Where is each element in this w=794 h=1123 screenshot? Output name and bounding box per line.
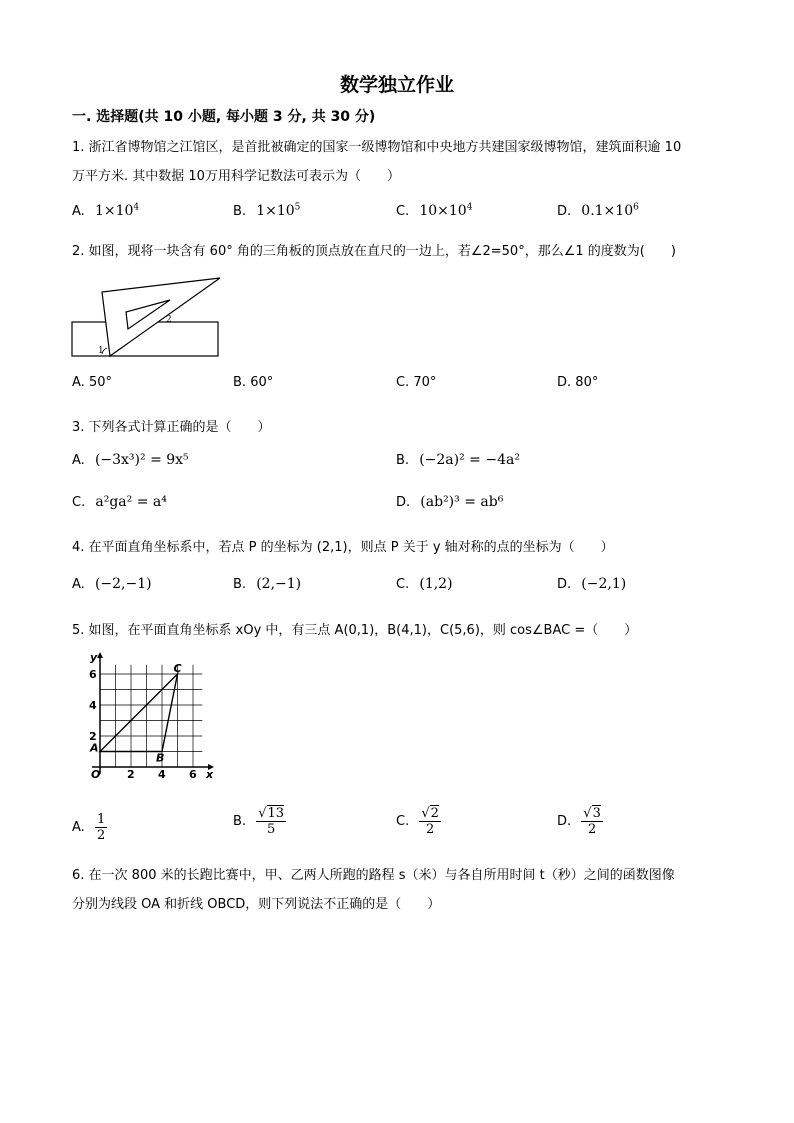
option-label: D. [557,814,572,829]
option-value: (−2,1) [581,576,627,592]
option-value: 10×10 [419,203,467,219]
fraction-numerator: 2 [430,806,439,821]
q6-text-line2: 分别为线段 OA 和折线 OBCD，则下列说法不正确的是（ ） [72,897,441,912]
origin-label: O [91,768,101,780]
option-label: B. [233,814,247,829]
q3-option-b[interactable] [396,452,520,468]
q2-option-d[interactable] [557,375,598,390]
x-tick-label: 4 [158,768,166,780]
q5-option-a[interactable] [72,812,107,843]
option-label: D. [396,495,411,510]
q5-option-d[interactable]: D. $\frac{√3}{2}$ [557,806,601,837]
q1-option-a[interactable] [72,203,139,219]
fraction-denominator: 2 [587,822,597,837]
q5-option-c[interactable]: C. $\frac{√2}{2}$ [396,806,439,837]
q3-text: 3. 下列各式计算正确的是（ ） [72,420,271,435]
option-label: C. [396,204,410,219]
q2-option-c[interactable] [396,375,436,390]
y-tick-label: 6 [89,668,97,681]
q1-text-line2: 万平方米. 其中数据 10万用科学记数法可表示为（ ） [72,169,400,184]
option-value: 0.1×10 [581,203,634,219]
ruler-triangle-figure [70,276,230,360]
q4-option-b[interactable] [233,576,301,592]
q3-option-a[interactable] [72,452,189,468]
option-label: B. [396,453,410,468]
angle-1-label: 1 [98,346,104,356]
option-value: 1×10 [94,203,134,219]
option-value: (2,−1) [256,576,302,592]
option-value: (−2,−1) [94,576,152,592]
angle-2-label: 2 [166,315,172,325]
exponent: 6 [633,202,639,213]
option-label: C. [396,375,410,390]
q1-option-d[interactable] [557,203,639,219]
triangle-abc [100,674,178,752]
exponent: 5 [294,202,301,213]
fraction-numerator: 1 [96,812,106,827]
option-value: (1,2) [419,576,453,592]
option-value: (−3x³)² = 9x⁵ [94,452,189,468]
q2-text: 2. 如图，现将一块含有 60° 角的三角板的顶点放在直尺的一边上，若∠2=50°，那么∠1 的度数为( ) [72,244,676,259]
y-axis-label: y [90,651,98,664]
coordinate-grid-figure [86,650,216,780]
y-axis-arrow [97,652,103,658]
fraction-numerator: 3 [592,806,601,821]
q3-option-c[interactable] [72,494,167,510]
fraction-denominator: 2 [426,822,435,837]
exponent: 4 [466,202,473,213]
q6-text-line1: 6. 在一次 800 米的长跑比赛中，甲、乙两人所跑的路程 s（米）与各自所用时间 t（秒）之间的函数图像 [72,868,675,883]
set-square [102,278,220,356]
option-label: D. [557,577,572,592]
x-tick-label: 2 [127,768,135,780]
q5-option-b[interactable]: B. $\frac{√13}{5}$ [233,806,285,837]
option-label: B. [233,375,247,390]
option-value: (ab²)³ = ab⁶ [420,494,504,510]
y-tick-label: 2 [89,730,97,743]
point-label-b: B [156,751,165,765]
fraction-denominator: 2 [96,828,106,843]
option-label: B. [233,577,247,592]
option-value: (−2a)² = −4a² [419,452,520,468]
option-value: 80° [575,375,599,390]
point-label-a: A [90,741,99,755]
option-value: 50° [88,375,112,390]
point-label-c: C [173,662,182,675]
q1-option-b[interactable] [233,203,300,219]
option-label: D. [557,375,572,390]
q1-option-c[interactable] [396,203,472,219]
y-tick-label: 4 [89,699,97,712]
fraction-denominator: 5 [266,822,276,837]
q4-text: 4. 在平面直角坐标系中，若点 P 的坐标为 (2,1)，则点 P 关于 y 轴对称的点的坐标为（ ） [72,540,614,555]
option-label: C. [396,577,410,592]
option-label: A. [72,204,85,219]
option-label: C. [72,495,86,510]
exponent: 4 [133,202,140,213]
q2-option-b[interactable] [233,375,273,390]
section-heading: 一. 选择题(共 10 小题, 每小题 3 分, 共 30 分) [72,109,376,125]
x-tick-label: 6 [189,768,197,780]
option-value: a²ga² = a⁴ [95,494,167,510]
fraction-numerator: 13 [267,806,285,821]
q4-option-a[interactable] [72,576,152,592]
q4-option-c[interactable] [396,576,453,592]
option-label: C. [396,814,410,829]
q2-option-a[interactable] [72,375,112,390]
option-value: 1×10 [256,203,295,219]
option-label: A. [72,820,85,835]
q5-text: 5. 如图，在平面直角坐标系 xOy 中，有三点 A(0,1)，B(4,1)，C(5,6)，则 cos∠BAC =（ ） [72,623,638,638]
option-value: 70° [413,375,437,390]
option-label: B. [233,204,247,219]
option-label: A. [72,453,85,468]
q3-option-d[interactable] [396,494,503,510]
q4-option-d[interactable] [557,576,626,592]
option-label: A. [72,577,85,592]
option-label: D. [557,204,572,219]
q1-text-line1: 1. 浙江省博物馆之江馆区，是首批被确定的国家一级博物馆和中央地方共建国家级博物馆，建筑面积逾 10 [72,140,682,155]
x-axis-label: x [206,768,214,780]
page-title: 数学独立作业 [339,74,454,96]
option-value: 60° [250,375,274,390]
option-label: A. [72,375,85,390]
